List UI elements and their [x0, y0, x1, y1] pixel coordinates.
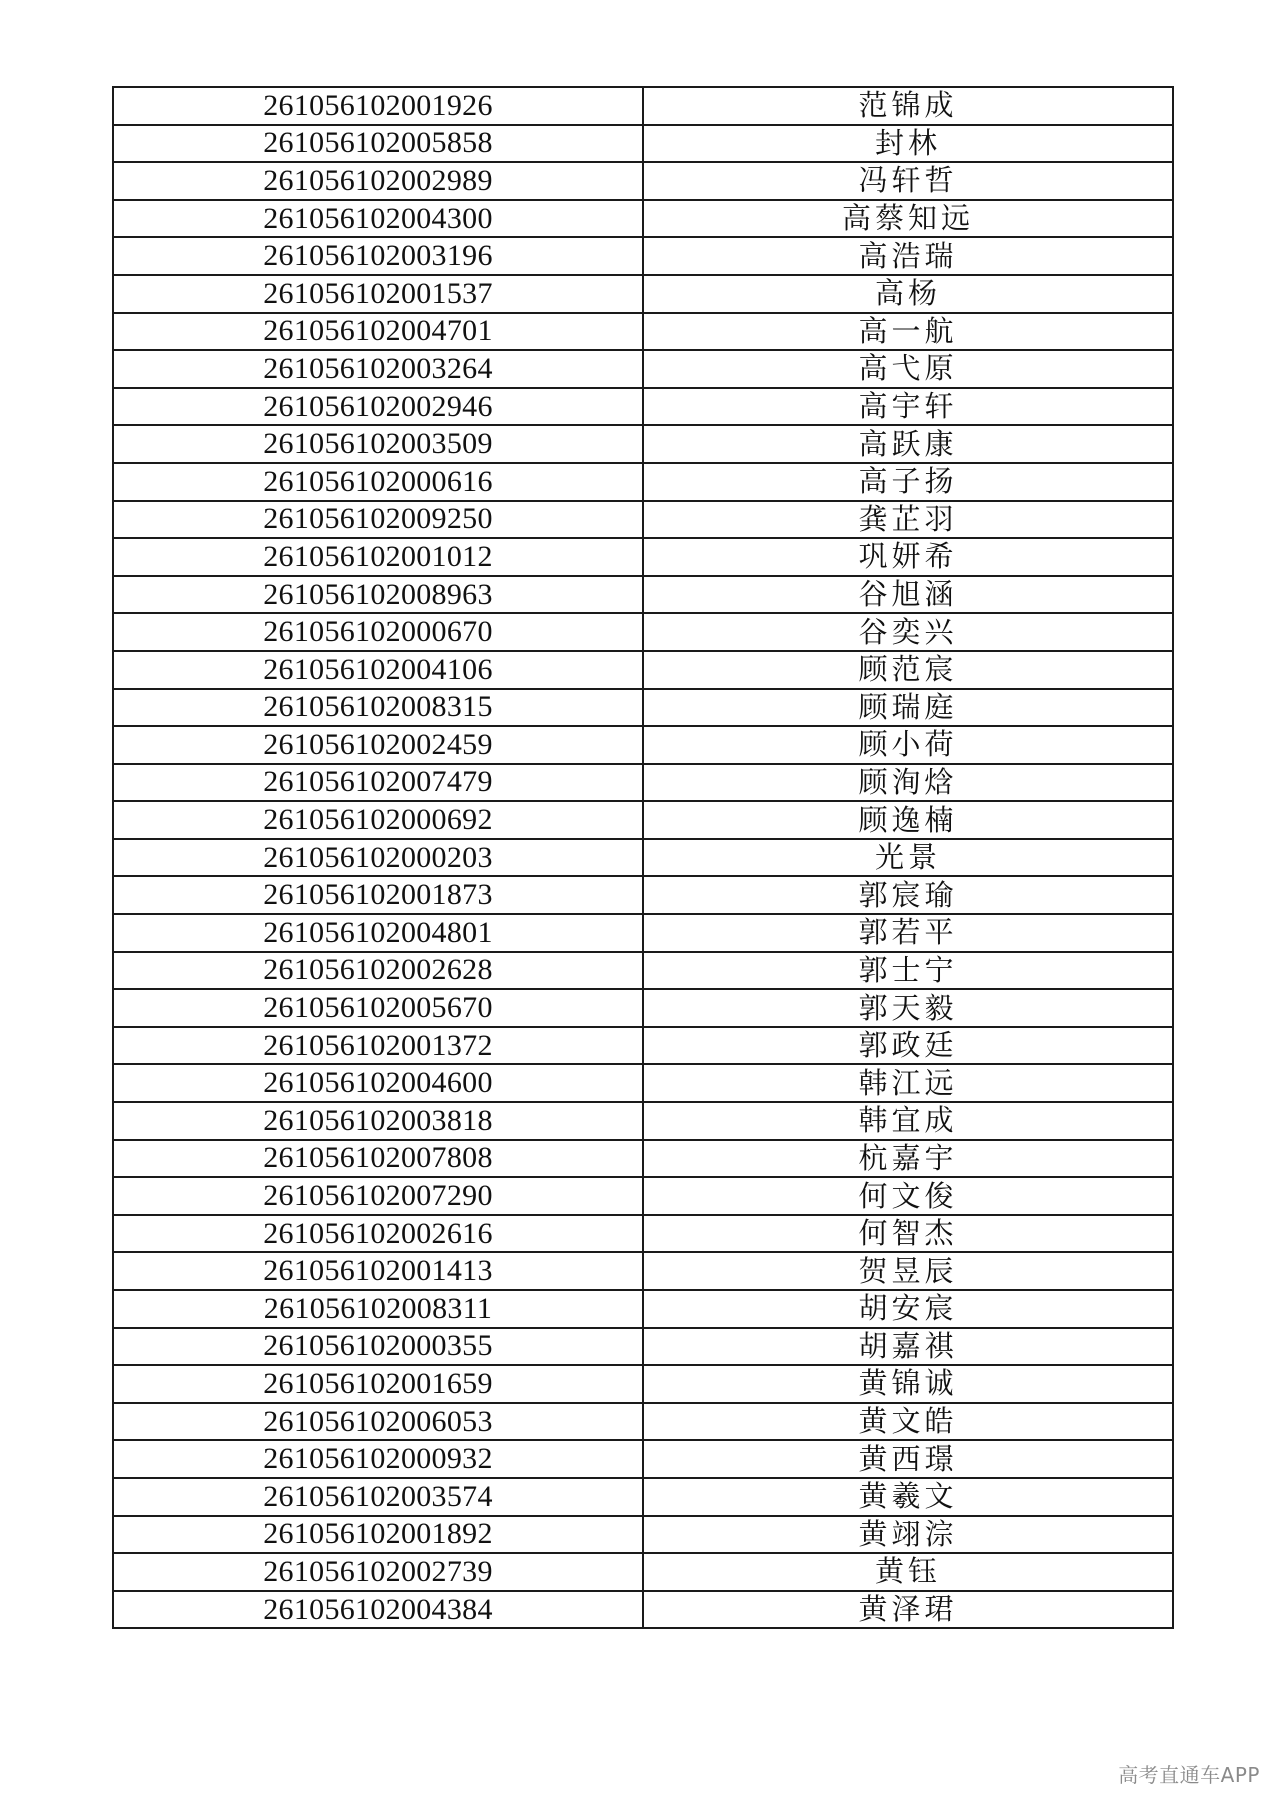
table-row — [113, 1478, 1173, 1516]
candidate-id-cell: 261056102001659 — [113, 1365, 643, 1403]
table-row — [113, 501, 1173, 539]
table-row — [113, 162, 1173, 200]
table-row — [113, 388, 1173, 426]
table-row — [113, 463, 1173, 501]
candidate-name-cell: 黄钰 — [643, 1553, 1173, 1591]
candidate-id-cell: 261056102003574 — [113, 1478, 643, 1516]
candidate-name-cell: 黄羲文 — [643, 1478, 1173, 1516]
table-row — [113, 839, 1173, 877]
table-row — [113, 1403, 1173, 1441]
candidate-id-cell: 261056102008311 — [113, 1290, 643, 1328]
candidate-id-cell: 261056102003264 — [113, 350, 643, 388]
table-row — [113, 876, 1173, 914]
candidate-id-cell: 261056102002989 — [113, 162, 643, 200]
table-row — [113, 689, 1173, 727]
candidate-id-cell: 261056102001012 — [113, 538, 643, 576]
table-row — [113, 1215, 1173, 1253]
candidate-name-cell: 顾洵焓 — [643, 764, 1173, 802]
candidate-name-cell: 光景 — [643, 839, 1173, 877]
candidate-name-cell: 黄西璟 — [643, 1440, 1173, 1478]
candidate-name-cell: 黄文皓 — [643, 1403, 1173, 1441]
table-row — [113, 1177, 1173, 1215]
candidate-id-cell: 261056102004384 — [113, 1591, 643, 1629]
candidate-name-cell: 郭宸瑜 — [643, 876, 1173, 914]
candidate-name-cell: 郭若平 — [643, 914, 1173, 952]
candidate-id-cell: 261056102008963 — [113, 576, 643, 614]
candidate-name-cell: 顾逸楠 — [643, 801, 1173, 839]
candidate-name-cell: 谷奕兴 — [643, 613, 1173, 651]
candidate-name-cell: 冯轩哲 — [643, 162, 1173, 200]
candidate-id-cell: 261056102000932 — [113, 1440, 643, 1478]
table-row — [113, 801, 1173, 839]
candidate-name-cell: 高杨 — [643, 275, 1173, 313]
table-row — [113, 613, 1173, 651]
candidate-name-cell: 何智杰 — [643, 1215, 1173, 1253]
table-row — [113, 1027, 1173, 1065]
candidate-name-cell: 黄翊淙 — [643, 1516, 1173, 1554]
candidate-name-cell: 范锦成 — [643, 87, 1173, 125]
candidate-id-cell: 261056102002459 — [113, 726, 643, 764]
candidate-id-cell: 261056102001372 — [113, 1027, 643, 1065]
table-row — [113, 764, 1173, 802]
table-row — [113, 1440, 1173, 1478]
candidate-id-cell: 261056102004701 — [113, 313, 643, 351]
candidate-name-cell: 谷旭涵 — [643, 576, 1173, 614]
table-row — [113, 1365, 1173, 1403]
table-row — [113, 914, 1173, 952]
candidate-name-cell: 黄锦诚 — [643, 1365, 1173, 1403]
table-row — [113, 1064, 1173, 1102]
table-row — [113, 1516, 1173, 1554]
candidate-name-cell: 胡嘉祺 — [643, 1328, 1173, 1366]
candidate-id-cell: 261056102001926 — [113, 87, 643, 125]
candidate-name-cell: 郭政廷 — [643, 1027, 1173, 1065]
candidate-id-cell: 261056102007808 — [113, 1140, 643, 1178]
candidate-id-cell: 261056102001413 — [113, 1252, 643, 1290]
candidate-id-cell: 261056102002616 — [113, 1215, 643, 1253]
candidate-id-cell: 261056102004106 — [113, 651, 643, 689]
candidate-name-cell: 胡安宸 — [643, 1290, 1173, 1328]
candidate-id-cell: 261056102004600 — [113, 1064, 643, 1102]
candidate-name-cell: 郭士宁 — [643, 952, 1173, 990]
candidate-name-cell: 高浩瑞 — [643, 237, 1173, 275]
candidate-id-cell: 261056102002739 — [113, 1553, 643, 1591]
candidate-id-cell: 261056102003509 — [113, 425, 643, 463]
candidate-name-cell: 杭嘉宇 — [643, 1140, 1173, 1178]
table-row — [113, 200, 1173, 238]
roster-table-body — [113, 87, 1173, 1628]
table-row — [113, 1102, 1173, 1140]
candidate-id-cell: 261056102000203 — [113, 839, 643, 877]
candidate-name-cell: 高宇轩 — [643, 388, 1173, 426]
candidate-id-cell: 261056102008315 — [113, 689, 643, 727]
table-row — [113, 125, 1173, 163]
candidate-name-cell: 顾瑞庭 — [643, 689, 1173, 727]
watermark-text: 高考直通车APP — [1118, 1763, 1260, 1787]
candidate-id-cell: 261056102002946 — [113, 388, 643, 426]
candidate-name-cell: 韩江远 — [643, 1064, 1173, 1102]
candidate-name-cell: 封林 — [643, 125, 1173, 163]
candidate-id-cell: 261056102004801 — [113, 914, 643, 952]
candidate-id-cell: 261056102001537 — [113, 275, 643, 313]
candidate-name-cell: 郭天毅 — [643, 989, 1173, 1027]
table-row — [113, 576, 1173, 614]
candidate-id-cell: 261056102003196 — [113, 237, 643, 275]
candidate-name-cell: 巩妍希 — [643, 538, 1173, 576]
candidate-name-cell: 顾范宸 — [643, 651, 1173, 689]
table-row — [113, 726, 1173, 764]
candidate-name-cell: 高一航 — [643, 313, 1173, 351]
table-row — [113, 1140, 1173, 1178]
candidate-name-cell: 高子扬 — [643, 463, 1173, 501]
candidate-id-cell: 261056102009250 — [113, 501, 643, 539]
table-row — [113, 1252, 1173, 1290]
candidate-id-cell: 261056102001892 — [113, 1516, 643, 1554]
candidate-id-cell: 261056102007290 — [113, 1177, 643, 1215]
candidate-name-cell: 高蔡知远 — [643, 200, 1173, 238]
table-row — [113, 350, 1173, 388]
candidate-name-cell: 何文俊 — [643, 1177, 1173, 1215]
table-row — [113, 538, 1173, 576]
candidate-name-cell: 韩宜成 — [643, 1102, 1173, 1140]
candidate-name-cell: 龚芷羽 — [643, 501, 1173, 539]
table-row — [113, 1553, 1173, 1591]
table-row — [113, 425, 1173, 463]
candidate-id-cell: 261056102005670 — [113, 989, 643, 1027]
candidate-id-cell: 261056102000355 — [113, 1328, 643, 1366]
candidate-id-cell: 261056102000670 — [113, 613, 643, 651]
candidate-name-cell: 黄泽珺 — [643, 1591, 1173, 1629]
table-row — [113, 952, 1173, 990]
candidate-name-cell: 贺昱辰 — [643, 1252, 1173, 1290]
table-row — [113, 313, 1173, 351]
candidate-id-cell: 261056102000616 — [113, 463, 643, 501]
table-row — [113, 1328, 1173, 1366]
candidate-name-cell: 高跃康 — [643, 425, 1173, 463]
candidate-id-cell: 261056102007479 — [113, 764, 643, 802]
candidate-id-cell: 261056102001873 — [113, 876, 643, 914]
candidate-name-cell: 高弋原 — [643, 350, 1173, 388]
candidate-id-cell: 261056102003818 — [113, 1102, 643, 1140]
table-row — [113, 651, 1173, 689]
candidate-id-cell: 261056102005858 — [113, 125, 643, 163]
candidate-id-cell: 261056102004300 — [113, 200, 643, 238]
candidate-id-cell: 261056102006053 — [113, 1403, 643, 1441]
table-row — [113, 275, 1173, 313]
table-row — [113, 1290, 1173, 1328]
candidate-name-cell: 顾小荷 — [643, 726, 1173, 764]
table-row — [113, 1591, 1173, 1629]
roster-table — [112, 86, 1174, 1629]
table-row — [113, 237, 1173, 275]
table-row — [113, 989, 1173, 1027]
table-row — [113, 87, 1173, 125]
candidate-id-cell: 261056102002628 — [113, 952, 643, 990]
candidate-id-cell: 261056102000692 — [113, 801, 643, 839]
